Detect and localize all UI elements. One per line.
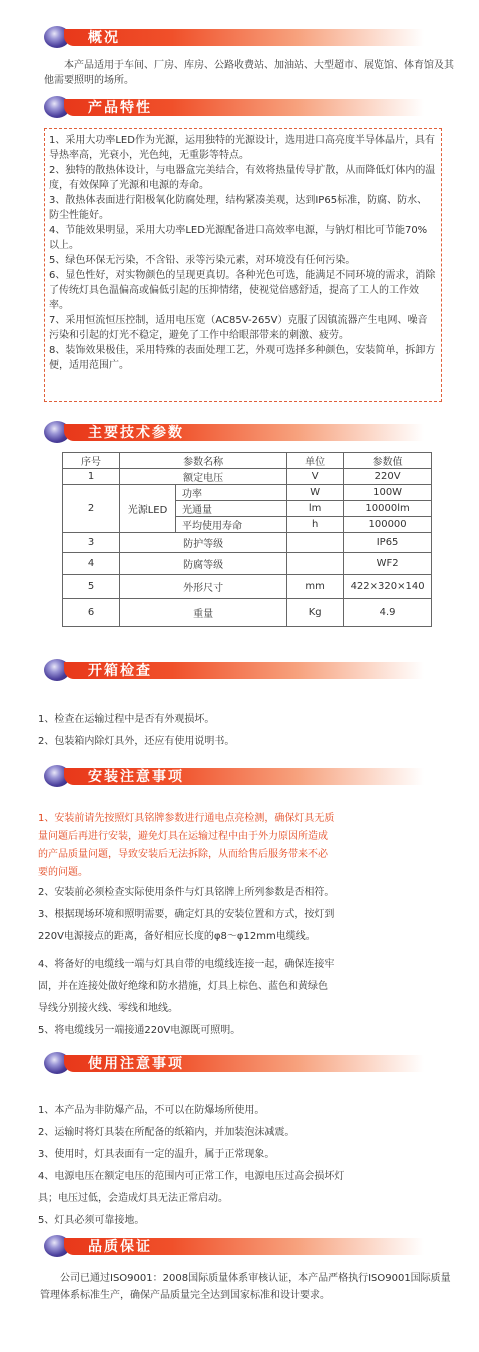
section-title: 品质保证 xyxy=(88,1239,152,1255)
col-header-value: 参数值 xyxy=(344,453,432,469)
cell-value: 100000 xyxy=(344,517,432,533)
table-row xyxy=(63,485,432,501)
list-item: 4、电源电压在额定电压的范围内可正常工作，电源电压过高会损坏灯 xyxy=(38,1171,345,1182)
cell-no: 2 xyxy=(63,485,120,533)
feature-item: 7、采用恒流恒压控制，适用电压宽（AC85V-265V）克服了因镇流器产生电网、噪音污染和引起的灯光不稳定，避免了工作中给眼部带来的刺激、疲劳。 xyxy=(49,315,428,341)
feature-item: 5、绿色环保无污染，不含铅、汞等污染元素，对环境没有任何污染。 xyxy=(49,255,356,266)
cell-value: WF2 xyxy=(344,553,432,575)
cell-unit xyxy=(287,533,344,553)
feature-item: 4、节能效果明显，采用大功率LED光源配备进口高效率电源，与钠灯相比可节能70%以上。 xyxy=(49,225,428,251)
cell-name: 防腐等级 xyxy=(120,553,287,575)
install-warning xyxy=(38,810,458,882)
warning-line: 1、安装前请先按照灯具铭牌参数进行通电点亮检测，确保灯具无质 xyxy=(38,813,335,824)
cell-unit: W xyxy=(287,485,344,501)
section-header-unboxing xyxy=(44,661,444,681)
section-header-overview xyxy=(44,28,444,48)
cell-name: 防护等级 xyxy=(120,533,287,553)
feature-item: 6、显色性好，对实物颜色的呈现更真切。各种光色可选，能满足不同环境的需求，消除了传统灯具色温偏高或偏低引起的压抑情绪，使视觉倍感舒适，提高了工人的工作效率。 xyxy=(49,270,436,311)
list-item: 220V电源接点的距离，备好相应长度的φ8～φ12mm电缆线。 xyxy=(38,931,316,942)
warning-line: 的产品质量问题，导致安装后无法拆除，从而给售后服务带来不必 xyxy=(38,849,328,860)
table-row xyxy=(63,575,432,599)
list-item: 2、包装箱内除灯具外，还应有使用说明书。 xyxy=(38,736,235,747)
cell-unit: V xyxy=(287,469,344,485)
params-table xyxy=(62,452,432,627)
cell-no: 3 xyxy=(63,533,120,553)
feature-item: 2、独特的散热体设计，与电器盒完美结合，有效将热量传导扩散，从而降低灯体内的温度，有效保障了光源和电源的寿命。 xyxy=(49,165,436,191)
quality-text: 公司已通过ISO9001：2008国际质量体系审核认证，本产品严格执行ISO9001国际质量管理体系标准生产，确保产品质量完全达到国家标准和设计要求。 xyxy=(40,1273,451,1301)
table-row xyxy=(63,533,432,553)
cell-value: 422×320×140 xyxy=(344,575,432,599)
cell-value: 4.9 xyxy=(344,599,432,627)
feature-item: 3、散热体表面进行阳极氧化防腐处理，结构紧凑美观，达到IP65标准，防腐、防水、防尘性能好。 xyxy=(49,195,428,221)
section-header-quality xyxy=(44,1237,444,1257)
cell-unit: lm xyxy=(287,501,344,517)
list-item: 2、安装前必须检查实际使用条件与灯具铭牌上所列参数是否相符。 xyxy=(38,887,335,898)
cell-unit: h xyxy=(287,517,344,533)
cell-unit xyxy=(287,553,344,575)
cell-value: 100W xyxy=(344,485,432,501)
section-title: 主要技术参数 xyxy=(88,425,184,441)
cell-group: 光源LED xyxy=(120,485,176,533)
cell-name: 重量 xyxy=(120,599,287,627)
list-item: 5、灯具必须可靠接地。 xyxy=(38,1215,145,1226)
unboxing-list xyxy=(38,709,458,753)
cell-name: 光通量 xyxy=(176,501,287,517)
section-header-features xyxy=(44,98,444,118)
cell-value: 220V xyxy=(344,469,432,485)
table-row xyxy=(63,599,432,627)
features-box xyxy=(44,128,442,402)
col-header-unit: 单位 xyxy=(287,453,344,469)
cell-name: 外形尺寸 xyxy=(120,575,287,599)
cell-unit: mm xyxy=(287,575,344,599)
list-item: 4、将备好的电缆线一端与灯具自带的电缆线连接一起，确保连接牢 xyxy=(38,959,335,970)
list-item: 3、使用时，灯具表面有一定的温升，属于正常现象。 xyxy=(38,1149,275,1160)
warning-line: 要的问题。 xyxy=(38,867,88,878)
list-item: 5、将电缆线另一端接通220V电源既可照明。 xyxy=(38,1025,241,1036)
list-item: 具；电压过低，会造成灯具无法正常启动。 xyxy=(38,1193,228,1204)
cell-no: 4 xyxy=(63,553,120,575)
table-header-row xyxy=(63,453,432,469)
cell-name: 额定电压 xyxy=(120,469,287,485)
list-item: 2、运输时将灯具装在所配备的纸箱内，并加装泡沫减震。 xyxy=(38,1127,295,1138)
section-title: 安装注意事项 xyxy=(88,769,184,785)
section-title: 产品特性 xyxy=(88,100,152,116)
table-row xyxy=(63,469,432,485)
section-header-usage xyxy=(44,1054,444,1074)
table-row xyxy=(63,553,432,575)
section-title: 开箱检查 xyxy=(88,663,152,679)
warning-line: 量问题后再进行安装，避免灯具在运输过程中由于外力原因所造成 xyxy=(38,831,328,842)
col-header-name: 参数名称 xyxy=(120,453,287,469)
list-item: 1、检查在运输过程中是否有外观损坏。 xyxy=(38,714,215,725)
cell-name: 平均使用寿命 xyxy=(176,517,287,533)
cell-no: 5 xyxy=(63,575,120,599)
section-title: 使用注意事项 xyxy=(88,1056,184,1072)
section-title: 概况 xyxy=(88,30,120,46)
install-list xyxy=(38,882,458,1042)
list-item: 3、根据现场环境和照明需要，确定灯具的安装位置和方式，按灯到 xyxy=(38,909,335,920)
overview-text: 本产品适用于车间、厂房、库房、公路收费站、加油站、大型超市、展览馆、体育馆及其他需要照明的场所。 xyxy=(44,60,454,86)
list-item: 1、本产品为非防爆产品，不可以在防爆场所使用。 xyxy=(38,1105,265,1116)
feature-item: 1、采用大功率LED作为光源，运用独特的光源设计，选用进口高亮度半导体晶片，具有导热率高，光衰小，光色纯，无重影等特点。 xyxy=(49,135,435,161)
feature-item: 8、装饰效果极佳，采用特殊的表面处理工艺，外观可选择多种颜色，安装简单，拆卸方便，适用范围广。 xyxy=(49,345,436,371)
cell-value: IP65 xyxy=(344,533,432,553)
cell-name: 功率 xyxy=(176,485,287,501)
usage-list xyxy=(38,1100,458,1232)
section-header-params xyxy=(44,423,444,443)
cell-no: 1 xyxy=(63,469,120,485)
cell-value: 10000lm xyxy=(344,501,432,517)
cell-no: 6 xyxy=(63,599,120,627)
section-header-install xyxy=(44,767,444,787)
col-header-no: 序号 xyxy=(63,453,120,469)
list-item: 固，并在连接处做好绝缘和防水措施，灯具上棕色、蓝色和黄绿色 xyxy=(38,981,328,992)
cell-unit: Kg xyxy=(287,599,344,627)
list-item: 导线分别接火线、零线和地线。 xyxy=(38,1003,178,1014)
